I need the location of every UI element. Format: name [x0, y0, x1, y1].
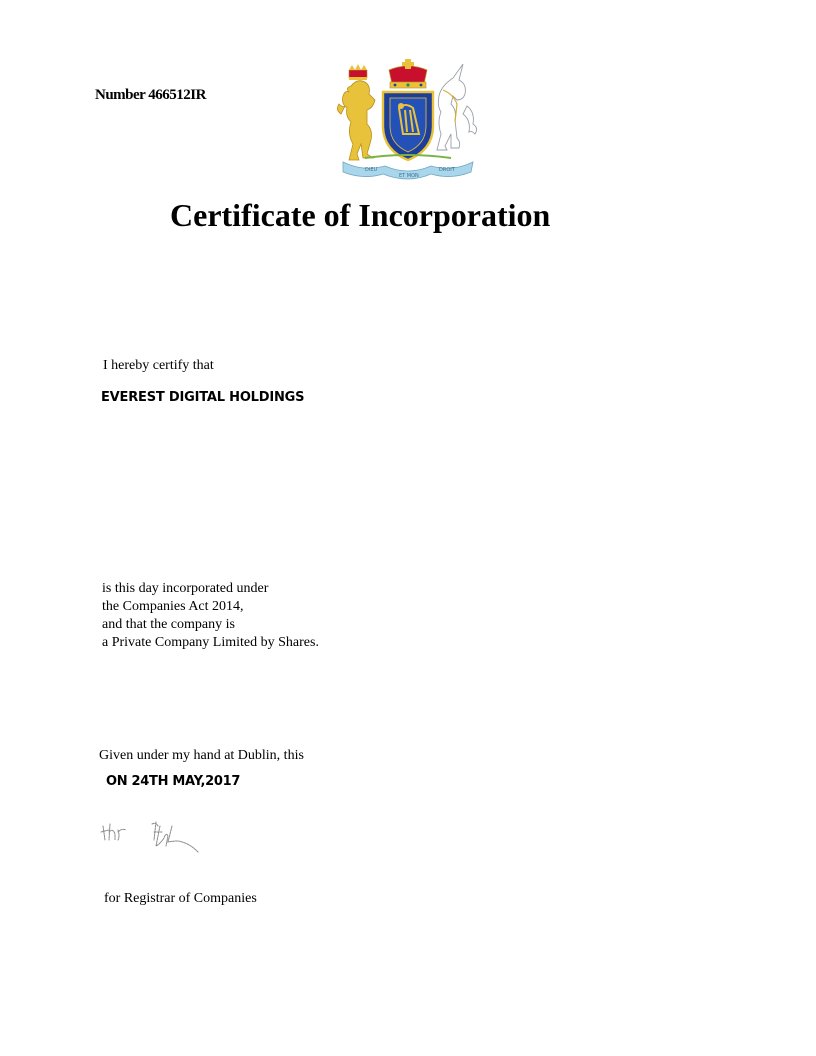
svg-text:DROIT: DROIT	[439, 167, 455, 173]
svg-text:DIEU: DIEU	[365, 167, 378, 173]
company-name: EVEREST DIGITAL HOLDINGS	[101, 390, 305, 405]
incorporation-statement	[102, 580, 319, 652]
page-title: Certificate of Incorporation	[170, 197, 551, 233]
registrar-text: for Registrar of Companies	[104, 891, 257, 906]
certify-text: I hereby certify that	[103, 358, 214, 373]
certificate-number: Number 466512IR	[95, 87, 206, 103]
svg-text:ET MON: ET MON	[399, 173, 419, 179]
given-under-hand-text: Given under my hand at Dublin, this	[99, 748, 304, 763]
incorporation-date: ON 24TH MAY,2017	[106, 774, 241, 789]
statement-line: a Private Company Limited by Shares.	[102, 635, 319, 650]
signature-icon	[100, 820, 215, 860]
royal-coat-of-arms-icon	[335, 56, 481, 182]
statement-line: and that the company is	[102, 617, 235, 632]
statement-line: is this day incorporated under	[102, 581, 269, 596]
statement-line: the Companies Act 2014,	[102, 599, 244, 614]
